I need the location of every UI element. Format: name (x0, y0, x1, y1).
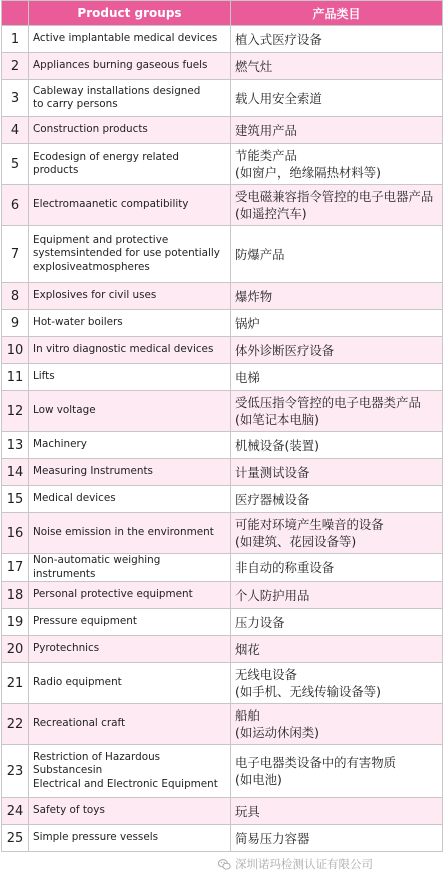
table-row (2, 364, 443, 391)
table-row (2, 704, 443, 745)
product-category-chinese: 压力设备 (231, 609, 443, 636)
product-category-chinese: 船舶 (如运动休闲类) (231, 704, 443, 745)
row-number: 12 (2, 391, 29, 432)
table-row (2, 663, 443, 704)
table-row (2, 391, 443, 432)
product-group-english: Medical devices (29, 486, 231, 513)
row-number: 13 (2, 432, 29, 459)
product-group-english: Ecodesign of energy related products (29, 144, 231, 185)
table-row (2, 337, 443, 364)
table-row (2, 486, 443, 513)
product-group-english: Restriction of Hazardous Substancesin Electrical and Electronic Equipment (29, 745, 231, 798)
row-number: 7 (2, 226, 29, 283)
table-row (2, 609, 443, 636)
product-category-chinese: 医疗器械设备 (231, 486, 443, 513)
table-row (2, 185, 443, 226)
row-number: 8 (2, 283, 29, 310)
row-number: 25 (2, 825, 29, 852)
row-number: 15 (2, 486, 29, 513)
product-group-english: Noise emission in the environment (29, 513, 231, 554)
product-group-english: Personal protective equipment (29, 582, 231, 609)
row-number: 16 (2, 513, 29, 554)
product-group-english: Pyrotechnics (29, 636, 231, 663)
table-row (2, 80, 443, 117)
product-group-english: Measuring Instruments (29, 459, 231, 486)
product-category-chinese: 建筑用产品 (231, 117, 443, 144)
row-number: 18 (2, 582, 29, 609)
product-category-chinese: 机械设备(装置) (231, 432, 443, 459)
product-category-chinese: 防爆产品 (231, 226, 443, 283)
table-row (2, 432, 443, 459)
product-group-english: Electromaanetic compatibility (29, 185, 231, 226)
row-number: 19 (2, 609, 29, 636)
product-category-chinese: 体外诊断医疗设备 (231, 337, 443, 364)
product-group-english: Recreational craft (29, 704, 231, 745)
row-number: 3 (2, 80, 29, 117)
product-category-chinese: 载人用安全索道 (231, 80, 443, 117)
table-row (2, 459, 443, 486)
row-number: 10 (2, 337, 29, 364)
row-number: 17 (2, 554, 29, 582)
product-category-chinese: 电子电器类设备中的有害物质 (如电池) (231, 745, 443, 798)
row-number: 5 (2, 144, 29, 185)
table-row (2, 582, 443, 609)
row-number: 2 (2, 53, 29, 80)
product-category-chinese: 可能对环境产生噪音的设备 (如建筑、花园设备等) (231, 513, 443, 554)
product-group-english: Active implantable medical devices (29, 26, 231, 53)
product-group-english: Hot-water boilers (29, 310, 231, 337)
header-product-category: 产品类目 (231, 1, 443, 26)
product-group-english: Low voltage (29, 391, 231, 432)
product-category-chinese: 烟花 (231, 636, 443, 663)
table-row (2, 636, 443, 663)
product-group-english: Appliances burning gaseous fuels (29, 53, 231, 80)
product-category-chinese: 受电磁兼容指令管控的电子电器产品 (如遥控汽车) (231, 185, 443, 226)
table-row (2, 745, 443, 798)
table-row (2, 117, 443, 144)
table-row (2, 53, 443, 80)
header-number (2, 1, 29, 26)
table-row (2, 513, 443, 554)
table-row (2, 283, 443, 310)
product-group-english: Non-automatic weighing instruments (29, 554, 231, 582)
row-number: 9 (2, 310, 29, 337)
table-header-row (2, 1, 443, 26)
table-row (2, 226, 443, 283)
product-group-english: Machinery (29, 432, 231, 459)
product-category-chinese: 个人防护用品 (231, 582, 443, 609)
table-row (2, 554, 443, 582)
product-category-chinese: 电梯 (231, 364, 443, 391)
product-group-english: Cableway installations designed to carry persons (29, 80, 231, 117)
product-category-chinese: 无线电设备 (如手机、无线传输设备等) (231, 663, 443, 704)
product-category-chinese: 锅炉 (231, 310, 443, 337)
product-category-chinese: 计量测试设备 (231, 459, 443, 486)
product-group-english: Construction products (29, 117, 231, 144)
row-number: 4 (2, 117, 29, 144)
product-group-english: In vitro diagnostic medical devices (29, 337, 231, 364)
product-category-chinese: 爆炸物 (231, 283, 443, 310)
product-category-chinese: 受低压指令管控的电子电器类产品 (如笔记本电脑) (231, 391, 443, 432)
row-number: 14 (2, 459, 29, 486)
product-category-chinese: 玩具 (231, 798, 443, 825)
table-row (2, 798, 443, 825)
product-group-english: Equipment and protective systemsintended for use potentially explosiveatmospheres (29, 226, 231, 283)
row-number: 6 (2, 185, 29, 226)
row-number: 22 (2, 704, 29, 745)
product-category-chinese: 节能类产品 (如窗户，绝缘隔热材料等) (231, 144, 443, 185)
row-number: 20 (2, 636, 29, 663)
product-group-english: Radio equipment (29, 663, 231, 704)
product-group-english: Explosives for civil uses (29, 283, 231, 310)
product-group-english: Safety of toys (29, 798, 231, 825)
product-category-chinese: 植入式医疗设备 (231, 26, 443, 53)
watermark-text: 深圳诺玛检测认证有限公司 (235, 857, 373, 871)
product-group-english: Lifts (29, 364, 231, 391)
row-number: 11 (2, 364, 29, 391)
table-body (2, 26, 443, 852)
product-category-chinese: 燃气灶 (231, 53, 443, 80)
product-category-chinese: 非自动的称重设备 (231, 554, 443, 582)
watermark (218, 855, 440, 873)
table-row (2, 310, 443, 337)
table-row (2, 144, 443, 185)
row-number: 21 (2, 663, 29, 704)
table-row (2, 26, 443, 53)
header-product-groups: Product groups (29, 1, 231, 26)
product-category-chinese: 简易压力容器 (231, 825, 443, 852)
row-number: 1 (2, 26, 29, 53)
row-number: 24 (2, 798, 29, 825)
product-group-english: Pressure equipment (29, 609, 231, 636)
wechat-logo-icon (218, 858, 231, 871)
row-number: 23 (2, 745, 29, 798)
product-group-english: Simple pressure vessels (29, 825, 231, 852)
table-row (2, 825, 443, 852)
product-groups-table (1, 0, 443, 852)
